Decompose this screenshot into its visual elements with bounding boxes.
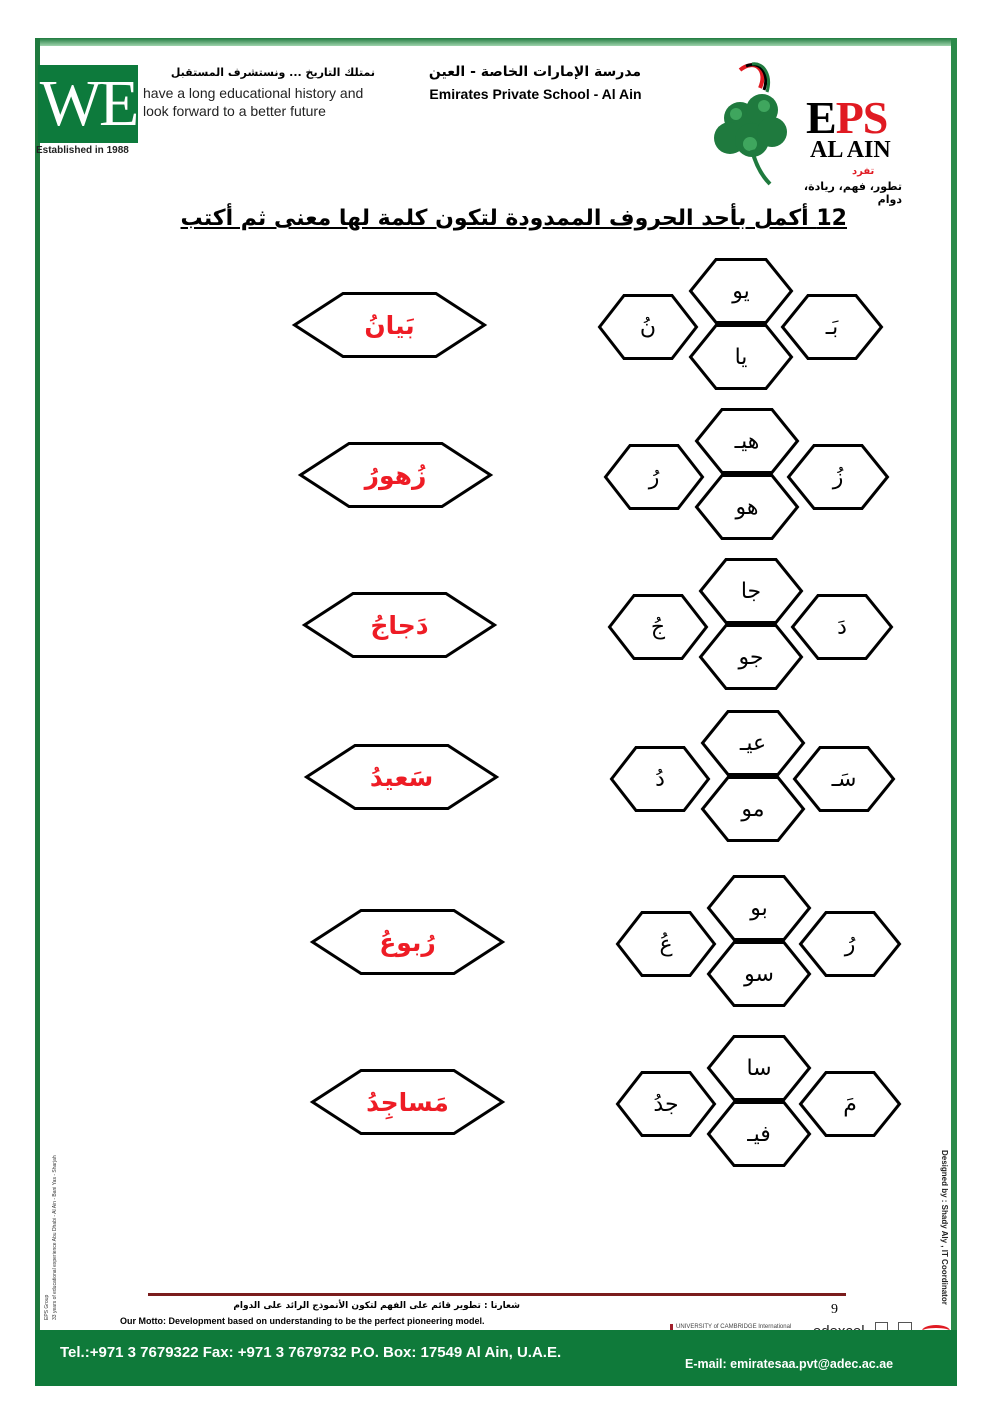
top-syllable-hex xyxy=(707,1035,811,1101)
first-letter-hex xyxy=(787,444,889,510)
last-letter-hex-text: جدُ xyxy=(653,1091,679,1117)
top-syllable-hex xyxy=(695,408,799,474)
eps-logo-alain: AL AIN xyxy=(810,137,891,163)
eps-slogan-1: تفرد xyxy=(852,166,875,177)
bottom-syllable-hex xyxy=(689,324,793,390)
last-letter-hex-text: نُ xyxy=(639,314,657,340)
answer-box-text: مَساجِدُ xyxy=(366,1087,449,1117)
answer-box-text: دَجاجُ xyxy=(370,610,429,640)
side-left-text xyxy=(44,1070,68,1320)
side-right-text xyxy=(935,1150,951,1320)
eps-logo-text xyxy=(806,92,888,143)
answer-box-text: سَعيدُ xyxy=(369,762,434,792)
answer-box-text: بَيانُ xyxy=(364,310,415,340)
top-syllable-hex-text: سا xyxy=(746,1055,772,1081)
top-syllable-hex-text: هيـ xyxy=(734,428,760,454)
cambridge-logo: UNIVERSITY of CAMBRIDGE International xyxy=(670,1324,803,1338)
top-syllable-hex xyxy=(701,710,805,776)
first-letter-hex xyxy=(799,1071,901,1137)
bottom-syllable-hex xyxy=(707,1101,811,1167)
answer-box xyxy=(303,592,496,658)
top-syllable-hex xyxy=(699,558,803,624)
top-syllable-hex-text: جا xyxy=(740,578,762,604)
exercise-row xyxy=(0,558,992,698)
bottom-syllable-hex-text: مو xyxy=(741,796,765,822)
first-letter-hex-text: رُ xyxy=(844,931,856,957)
last-letter-hex-text: عُ xyxy=(659,931,673,957)
first-letter-hex xyxy=(793,746,895,812)
bottom-syllable-hex-text: فيـ xyxy=(747,1121,771,1147)
bottom-syllable-hex xyxy=(701,776,805,842)
email-info: E-mail: emiratesaa.pvt@adec.ac.ae xyxy=(685,1357,894,1371)
contact-info: Tel.:+971 3 7679322 Fax: +971 3 7679732 P.O. Box: 17549 Al Ain, U.A.E. xyxy=(60,1344,562,1361)
first-letter-hex xyxy=(791,594,893,660)
tagline-english: have a long educational history and look forward to a better future xyxy=(143,85,364,119)
last-letter-hex xyxy=(616,1071,716,1137)
page-border-top xyxy=(35,38,957,46)
first-letter-hex-text: مَ xyxy=(843,1091,857,1117)
eps-logo-e: E xyxy=(806,92,836,143)
bottom-syllable-hex-text: جو xyxy=(738,644,764,670)
last-letter-hex xyxy=(610,746,710,812)
exercise-row xyxy=(0,875,992,1015)
exercise-row xyxy=(0,710,992,850)
first-letter-hex-text: زُ xyxy=(832,464,844,490)
page-number: 9 xyxy=(831,1302,838,1317)
answer-box-text: زُهورُ xyxy=(364,460,427,490)
school-name-english: Emirates Private School - Al Ain xyxy=(429,86,642,102)
first-letter-hex-text: بَـ xyxy=(825,314,839,340)
first-letter-hex-text: سَـ xyxy=(831,766,857,792)
exercise-row xyxy=(0,258,992,398)
bottom-syllable-hex xyxy=(695,474,799,540)
answer-box xyxy=(299,442,492,508)
side-left-line-1: EPS Group xyxy=(44,1294,50,1320)
last-letter-hex-text: دُ xyxy=(655,766,665,792)
answer-box xyxy=(311,909,504,975)
exercise-row xyxy=(0,408,992,548)
designer-credit: Designed by : Shady Aly , IT Coordinator xyxy=(940,1150,949,1305)
last-letter-hex xyxy=(598,294,698,360)
last-letter-hex xyxy=(608,594,708,660)
top-syllable-hex xyxy=(689,258,793,324)
tagline-arabic: نمتلك التاريخ ... ونستشرف المستقبل xyxy=(170,66,375,79)
answer-box xyxy=(305,744,498,810)
first-letter-hex-text: دَ xyxy=(837,614,847,640)
top-syllable-hex-text: يو xyxy=(732,278,750,304)
last-letter-hex xyxy=(616,911,716,977)
last-letter-hex xyxy=(604,444,704,510)
last-letter-hex-text: جُ xyxy=(650,614,666,640)
footer-divider xyxy=(148,1293,846,1296)
first-letter-hex xyxy=(781,294,883,360)
top-syllable-hex-text: عيـ xyxy=(739,730,767,756)
eps-logo-ps: PS xyxy=(835,92,888,143)
bottom-syllable-hex xyxy=(699,624,803,690)
exercise-row xyxy=(0,1035,992,1175)
bottom-syllable-hex-text: هو xyxy=(735,494,759,520)
answer-box-text: رُبوعُ xyxy=(379,927,436,957)
established-label: Established in 1988 xyxy=(36,145,129,156)
eps-clover-icon xyxy=(700,60,810,190)
motto-english: Our Motto: Development based on understanding to be the perfect pioneering model. xyxy=(120,1316,485,1326)
motto-arabic: شعارنا : تطوير قائم على الفهم لتكون الأنموذج الرائد على الدوام xyxy=(233,1301,520,1311)
bottom-syllable-hex xyxy=(707,941,811,1007)
first-letter-hex xyxy=(799,911,901,977)
side-left-line-2: 33 years of educational experience Abu Dhabi - Al Ain - Bani Yas - Sharjah xyxy=(52,1155,58,1320)
school-name-arabic: مدرسة الإمارات الخاصة - العين xyxy=(428,64,642,80)
bottom-syllable-hex-text: سو xyxy=(744,961,774,987)
bottom-syllable-hex-text: يا xyxy=(734,344,748,370)
answer-box xyxy=(311,1069,504,1135)
exercise-title: 12 أكمل بأحد الحروف الممدودة لتكون كلمة لها معنى ثم أكتب xyxy=(180,206,847,231)
top-syllable-hex xyxy=(707,875,811,941)
eps-slogan-2: تطور، فهم، ريادة، دوام xyxy=(803,180,902,206)
answer-box xyxy=(293,292,486,358)
top-syllable-hex-text: بو xyxy=(750,895,768,921)
last-letter-hex-text: رُ xyxy=(648,464,660,490)
we-logo: WE xyxy=(38,65,138,143)
